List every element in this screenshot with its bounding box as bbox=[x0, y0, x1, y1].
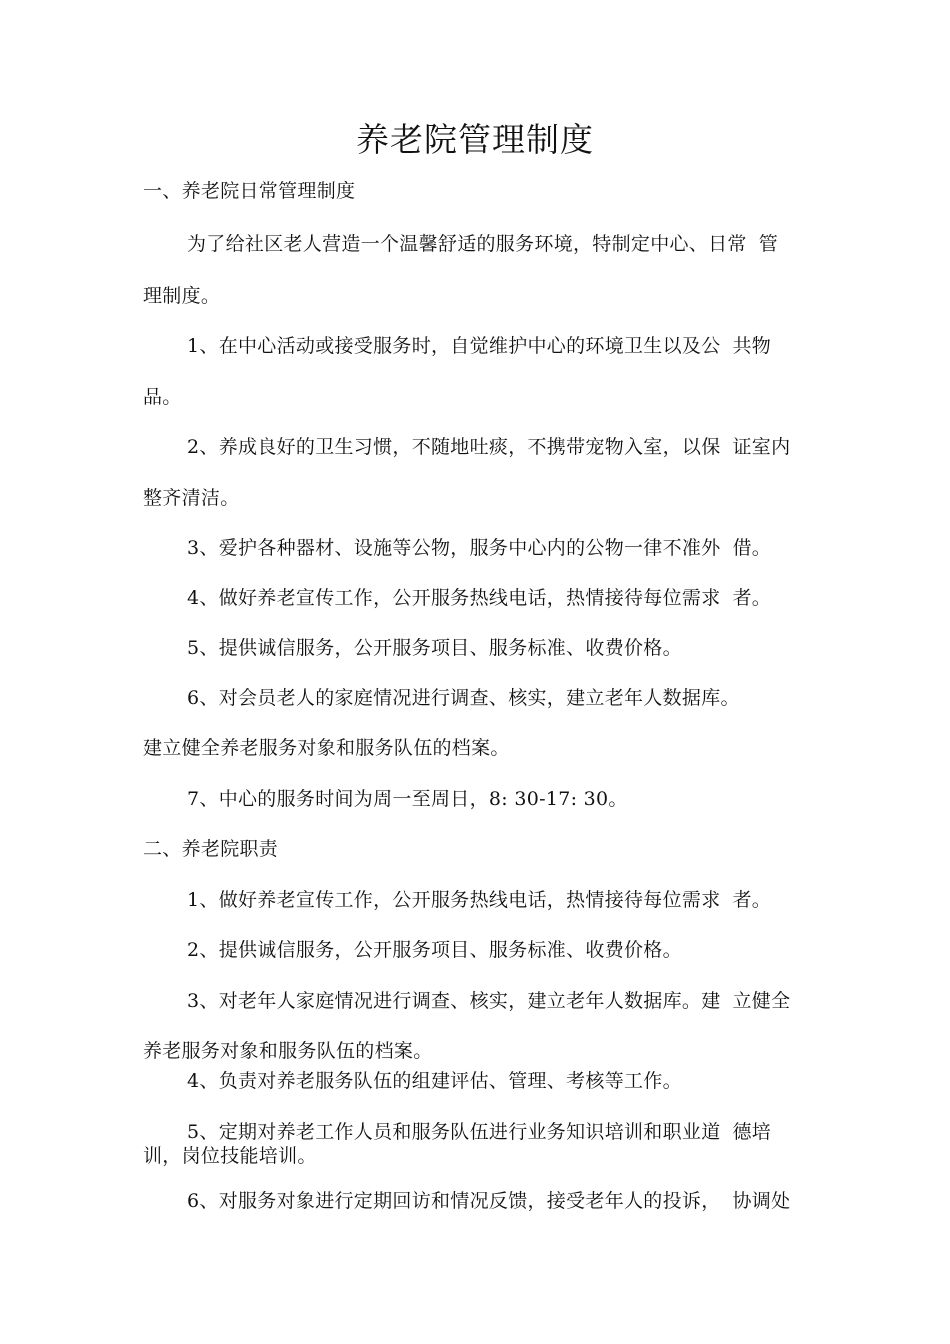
paragraph-line bbox=[187, 331, 867, 361]
section-heading: 一、养老院日常管理制度 bbox=[143, 180, 356, 202]
paragraph-line: 7、中心的服务时间为周一至周日，8: 30-17: 30。 bbox=[187, 788, 628, 810]
text-span: 1、做好养老宣传工作，公开服务热线电话，热情接待每位需求 bbox=[187, 889, 721, 911]
text-span: 共物 bbox=[732, 335, 772, 357]
text-span: 立健全 bbox=[732, 990, 791, 1012]
paragraph-line bbox=[187, 583, 867, 613]
paragraph-line bbox=[187, 885, 867, 915]
paragraph-line: 品。 bbox=[143, 386, 182, 408]
text-span: 德培 bbox=[732, 1121, 772, 1143]
paragraph-line bbox=[187, 1186, 867, 1216]
paragraph-line bbox=[187, 986, 867, 1016]
text-span: 3、爱护各种器材、设施等公物，服务中心内的公物一律不准外 bbox=[187, 537, 721, 559]
document-title: 养老院管理制度 bbox=[356, 120, 594, 159]
text-span: 2、养成良好的卫生习惯，不随地吐痰，不携带宠物入室，以保 bbox=[187, 436, 721, 458]
paragraph-line: 训，岗位技能培训。 bbox=[143, 1145, 317, 1167]
text-span: 借。 bbox=[732, 537, 772, 559]
text-span: 5、定期对养老工作人员和服务队伍进行业务知识培训和职业道 bbox=[187, 1121, 721, 1143]
text-span: 1、在中心活动或接受服务时，自觉维护中心的环境卫生以及公 bbox=[187, 335, 721, 357]
paragraph-line: 5、提供诚信服务，公开服务项目、服务标准、收费价格。 bbox=[187, 637, 682, 659]
paragraph-line: 养老服务对象和服务队伍的档案。 bbox=[143, 1040, 433, 1062]
text-span: 证室内 bbox=[732, 436, 791, 458]
paragraph-line: 4、负责对养老服务队伍的组建评估、管理、考核等工作。 bbox=[187, 1070, 682, 1092]
section-heading: 二、养老院职责 bbox=[143, 838, 279, 860]
paragraph-line bbox=[187, 229, 867, 259]
paragraph-line: 建立健全养老服务对象和服务队伍的档案。 bbox=[143, 737, 510, 759]
paragraph-line: 理制度。 bbox=[143, 285, 221, 307]
paragraph-line: 整齐清洁。 bbox=[143, 487, 240, 509]
text-span: 者。 bbox=[732, 587, 772, 609]
text-span: 3、对老年人家庭情况进行调查、核实，建立老年人数据库。建 bbox=[187, 990, 721, 1012]
text-span: 为了给社区老人营造一个温馨舒适的服务环境，特制定中心、日常 bbox=[187, 233, 747, 255]
text-span: 者。 bbox=[732, 889, 772, 911]
text-span: 6、对服务对象进行定期回访和情况反馈，接受老年人的投诉， bbox=[187, 1190, 721, 1212]
text-span: 协调处 bbox=[732, 1190, 791, 1212]
text-span: 管 bbox=[758, 233, 779, 255]
text-span: 4、做好养老宣传工作，公开服务热线电话，热情接待每位需求 bbox=[187, 587, 721, 609]
paragraph-line: 6、对会员老人的家庭情况进行调查、核实，建立老年人数据库。 bbox=[187, 687, 740, 709]
paragraph-line: 2、提供诚信服务，公开服务项目、服务标准、收费价格。 bbox=[187, 939, 682, 961]
paragraph-line bbox=[187, 432, 867, 462]
paragraph-line bbox=[187, 533, 867, 563]
